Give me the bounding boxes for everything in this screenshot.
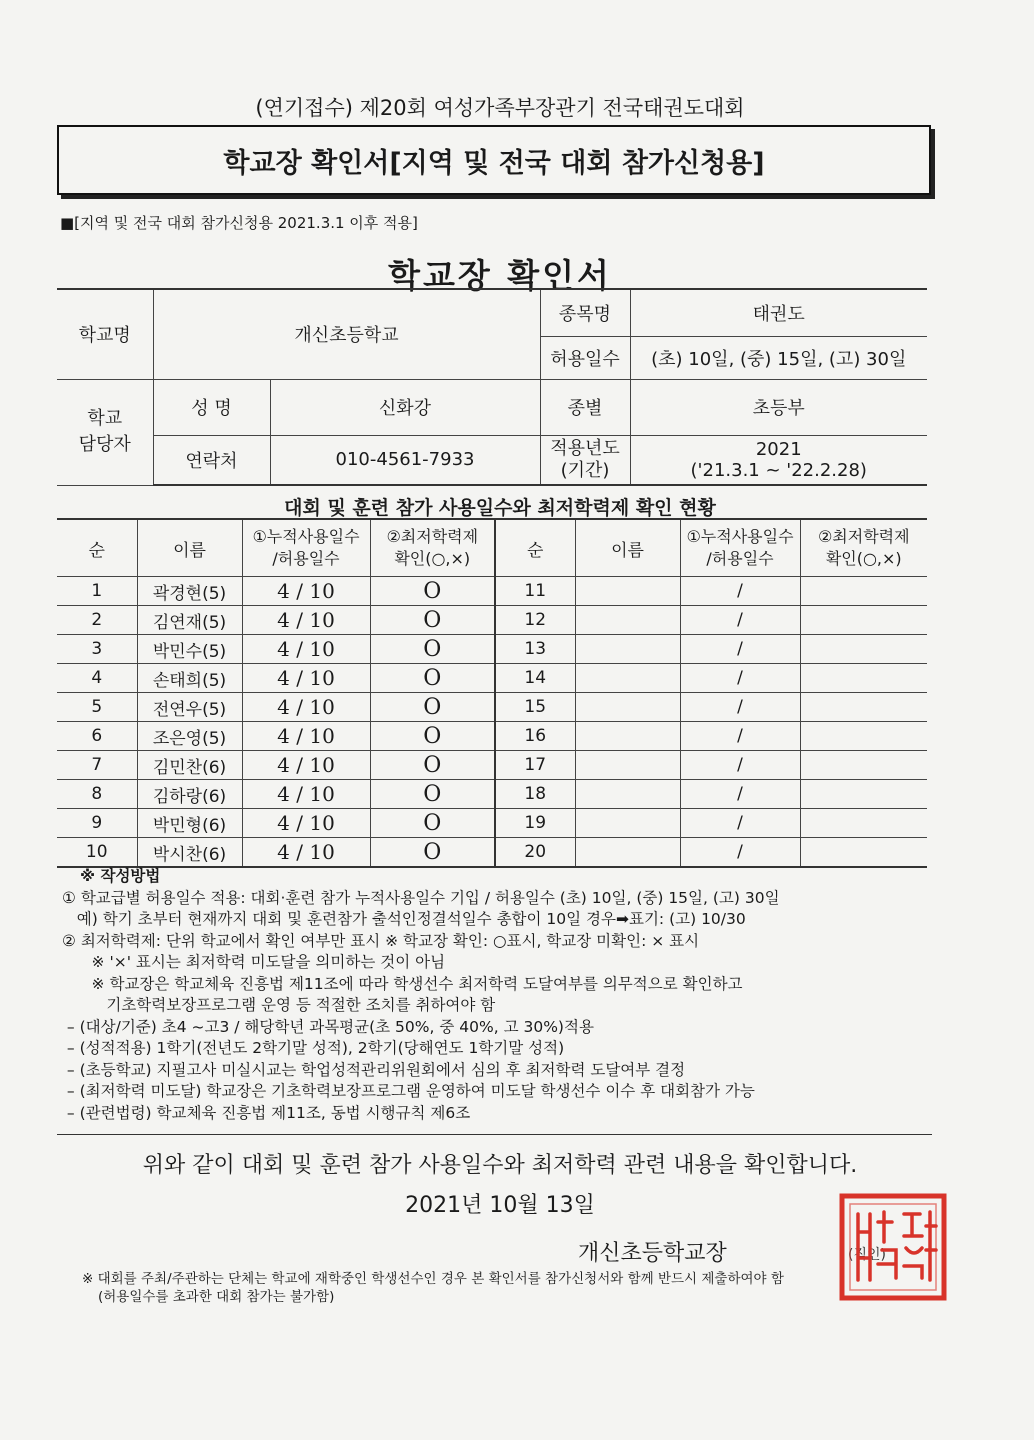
event-value: 태권도 bbox=[630, 289, 927, 336]
min-achievement-check: O bbox=[370, 606, 495, 635]
row-no: 14 bbox=[495, 664, 575, 693]
footnote bbox=[82, 1270, 784, 1306]
header-name-right: 이름 bbox=[575, 519, 680, 577]
header-days-right: ①누적사용일수 /허용일수 bbox=[680, 519, 800, 577]
days-used: / bbox=[680, 635, 800, 664]
row-no: 18 bbox=[495, 780, 575, 809]
days-used: / bbox=[680, 577, 800, 606]
days-used: 4 / 10 bbox=[242, 664, 370, 693]
min-achievement-check: O bbox=[370, 664, 495, 693]
athlete-name: 손태희(5) bbox=[137, 664, 242, 693]
name-label: 성 명 bbox=[153, 379, 270, 435]
min-achievement-check: O bbox=[370, 838, 495, 868]
min-achievement-check bbox=[800, 577, 927, 606]
year-value: 2021 bbox=[755, 438, 802, 460]
contact-label: 학교 담당자 bbox=[57, 379, 153, 485]
contest-title: (연기접수) 제20회 여성가족부장관기 전국태권도대회 bbox=[255, 96, 745, 120]
row-no: 5 bbox=[57, 693, 137, 722]
athlete-name: 김민찬(6) bbox=[137, 751, 242, 780]
athlete-name bbox=[575, 635, 680, 664]
athlete-name bbox=[575, 606, 680, 635]
min-achievement-check bbox=[800, 693, 927, 722]
table-row bbox=[57, 693, 927, 722]
principal-name: 개신초등학교장 bbox=[578, 1241, 727, 1266]
instruction-line: 기초학력보장프로그램 운영 등 적절한 조치를 취하여야 함 bbox=[62, 996, 496, 1014]
instruction-line: ② 최저학력제: 단위 학교에서 확인 여부만 표시 ※ 학교장 확인: ○표시, 학교장 미확인: × 표시 bbox=[62, 931, 700, 950]
athlete-name bbox=[575, 809, 680, 838]
athlete-name bbox=[575, 664, 680, 693]
allowed-days-value: (초) 10일, (중) 15일, (고) 30일 bbox=[630, 336, 927, 379]
min-achievement-check bbox=[800, 751, 927, 780]
min-achievement-check bbox=[800, 838, 927, 868]
days-used: 4 / 10 bbox=[242, 606, 370, 635]
athlete-name: 박민수(5) bbox=[137, 635, 242, 664]
row-no: 1 bbox=[57, 577, 137, 606]
table-row bbox=[57, 780, 927, 809]
instruction-line: – (관련법령) 학교체육 진흥법 제11조, 동법 시행규칙 제6조 bbox=[62, 1103, 471, 1122]
athlete-name: 김하랑(6) bbox=[137, 780, 242, 809]
instruction-line: 예) 학기 초부터 현재까지 대회 및 훈련참가 출석인정결석일수 총합이 10일 경우➡표기: (고) 10/30 bbox=[62, 910, 746, 928]
days-used: / bbox=[680, 693, 800, 722]
athlete-name bbox=[575, 751, 680, 780]
school-info-table bbox=[57, 288, 927, 486]
athlete-name: 박시찬(6) bbox=[137, 838, 242, 868]
division-value: 초등부 bbox=[630, 379, 927, 435]
applicability-note: ■[지역 및 전국 대회 참가신청용 2021.3.1 이후 적용] bbox=[60, 214, 418, 232]
days-used: / bbox=[680, 751, 800, 780]
athlete-name: 전연우(5) bbox=[137, 693, 242, 722]
school-seal-icon bbox=[838, 1192, 948, 1302]
min-achievement-check: O bbox=[370, 577, 495, 606]
instruction-line: – (성적적용) 1학기(전년도 2학기말 성적), 2학기(당해연도 1학기말 성적) bbox=[62, 1039, 565, 1057]
divider bbox=[57, 1134, 932, 1135]
table-row bbox=[57, 838, 927, 868]
table-row bbox=[57, 664, 927, 693]
athlete-name: 곽경현(5) bbox=[137, 577, 242, 606]
row-no: 9 bbox=[57, 809, 137, 838]
athlete-name bbox=[575, 838, 680, 868]
confirmation-statement: 위와 같이 대회 및 훈련 참가 사용일수와 최저학력 관련 내용을 확인합니다. bbox=[142, 1153, 858, 1178]
row-no: 11 bbox=[495, 577, 575, 606]
year-cell bbox=[630, 435, 927, 485]
boxed-title-text: 학교장 확인서[지역 및 전국 대회 참가신청용] bbox=[223, 147, 765, 179]
row-no: 19 bbox=[495, 809, 575, 838]
header-days-left: ①누적사용일수 /허용일수 bbox=[242, 519, 370, 577]
row-no: 17 bbox=[495, 751, 575, 780]
instruction-line: – (대상/기준) 초4 ~고3 / 해당학년 과목평균(초 50%, 중 40%, 고 30%)적용 bbox=[62, 1017, 594, 1036]
days-used: / bbox=[680, 780, 800, 809]
athlete-name bbox=[575, 577, 680, 606]
footnote-line-2: (허용일수를 초과한 대회 참가는 불가함) bbox=[98, 1289, 335, 1305]
period-value: ('21.3.1 ~ '22.2.28) bbox=[690, 459, 867, 481]
footnote-line-1: ※ 대회를 주최/주관하는 단체는 학교에 재학중인 학생선수인 경우 본 확인서를 참가신청서와 함께 반드시 제출하여야 함 bbox=[82, 1271, 784, 1287]
page-title: 학교장 확인서 bbox=[388, 256, 612, 295]
phone-label: 연락처 bbox=[153, 435, 270, 485]
name-value: 신화강 bbox=[270, 379, 540, 435]
section-title: 대회 및 훈련 참가 사용일수와 최저학력제 확인 현황 bbox=[284, 497, 716, 519]
days-used: / bbox=[680, 809, 800, 838]
min-achievement-check: O bbox=[370, 635, 495, 664]
instructions bbox=[62, 866, 942, 1124]
row-no: 7 bbox=[57, 751, 137, 780]
min-achievement-check: O bbox=[370, 780, 495, 809]
min-achievement-check bbox=[800, 606, 927, 635]
table-row bbox=[57, 635, 927, 664]
min-achievement-check bbox=[800, 722, 927, 751]
header-no-left: 순 bbox=[57, 519, 137, 577]
athletes-table bbox=[57, 518, 927, 868]
days-used: / bbox=[680, 722, 800, 751]
table-row bbox=[57, 606, 927, 635]
days-used: 4 / 10 bbox=[242, 693, 370, 722]
table-row bbox=[57, 751, 927, 780]
row-no: 8 bbox=[57, 780, 137, 809]
year-label: 적용년도 (기간) bbox=[540, 435, 630, 485]
days-used: 4 / 10 bbox=[242, 577, 370, 606]
header-no-right: 순 bbox=[495, 519, 575, 577]
instruction-line: ※ '×' 표시는 최저학력 미도달을 의미하는 것이 아님 bbox=[62, 953, 446, 971]
table-row bbox=[57, 577, 927, 606]
days-used: 4 / 10 bbox=[242, 780, 370, 809]
row-no: 3 bbox=[57, 635, 137, 664]
school-value: 개신초등학교 bbox=[153, 289, 540, 379]
row-no: 10 bbox=[57, 838, 137, 868]
instruction-line: ① 학교급별 허용일수 적용: 대회·훈련 참가 누적사용일수 기입 / 허용일수 (초) 10일, (중) 15일, (고) 30일 bbox=[62, 888, 780, 907]
issue-date: 2021년 10월 13일 bbox=[405, 1193, 595, 1218]
instruction-line: ※ 학교장은 학교체육 진흥법 제11조에 따라 학생선수 최저학력 도달여부를 의무적으로 확인하고 bbox=[62, 974, 743, 993]
days-used: / bbox=[680, 606, 800, 635]
instruction-line: – (초등학교) 지필고사 미실시교는 학업성적관리위원회에서 심의 후 최저학력 도달여부 결정 bbox=[62, 1060, 686, 1079]
athlete-name: 박민형(6) bbox=[137, 809, 242, 838]
row-no: 6 bbox=[57, 722, 137, 751]
min-achievement-check: O bbox=[370, 722, 495, 751]
division-label: 종별 bbox=[540, 379, 630, 435]
days-used: 4 / 10 bbox=[242, 722, 370, 751]
header-min-left: ②최저학력제 확인(○,×) bbox=[370, 519, 495, 577]
event-label: 종목명 bbox=[540, 289, 630, 336]
row-no: 20 bbox=[495, 838, 575, 868]
days-used: / bbox=[680, 838, 800, 868]
row-no: 15 bbox=[495, 693, 575, 722]
row-no: 4 bbox=[57, 664, 137, 693]
min-achievement-check bbox=[800, 635, 927, 664]
min-achievement-check: O bbox=[370, 809, 495, 838]
seal-note: (직인) bbox=[848, 1247, 886, 1263]
days-used: 4 / 10 bbox=[242, 809, 370, 838]
athlete-name: 조은영(5) bbox=[137, 722, 242, 751]
school-label: 학교명 bbox=[57, 289, 153, 379]
days-used: / bbox=[680, 664, 800, 693]
allowed-days-label: 허용일수 bbox=[540, 336, 630, 379]
table-row bbox=[57, 722, 927, 751]
min-achievement-check bbox=[800, 809, 927, 838]
days-used: 4 / 10 bbox=[242, 838, 370, 868]
athlete-name: 김연재(5) bbox=[137, 606, 242, 635]
row-no: 13 bbox=[495, 635, 575, 664]
instructions-heading: ※ 작성방법 bbox=[80, 867, 161, 885]
header-name-left: 이름 bbox=[137, 519, 242, 577]
row-no: 12 bbox=[495, 606, 575, 635]
min-achievement-check: O bbox=[370, 751, 495, 780]
table-row bbox=[57, 809, 927, 838]
row-no: 2 bbox=[57, 606, 137, 635]
phone-value: 010-4561-7933 bbox=[270, 435, 540, 485]
min-achievement-check bbox=[800, 664, 927, 693]
min-achievement-check: O bbox=[370, 693, 495, 722]
header-min-right: ②최저학력제 확인(○,×) bbox=[800, 519, 927, 577]
row-no: 16 bbox=[495, 722, 575, 751]
boxed-title bbox=[57, 125, 931, 195]
days-used: 4 / 10 bbox=[242, 751, 370, 780]
athlete-name bbox=[575, 693, 680, 722]
athlete-name bbox=[575, 780, 680, 809]
athlete-name bbox=[575, 722, 680, 751]
min-achievement-check bbox=[800, 780, 927, 809]
days-used: 4 / 10 bbox=[242, 635, 370, 664]
instruction-line: – (최저학력 미도달) 학교장은 기초학력보장프로그램 운영하여 미도달 학생선수 이수 후 대회참가 가능 bbox=[62, 1082, 755, 1100]
